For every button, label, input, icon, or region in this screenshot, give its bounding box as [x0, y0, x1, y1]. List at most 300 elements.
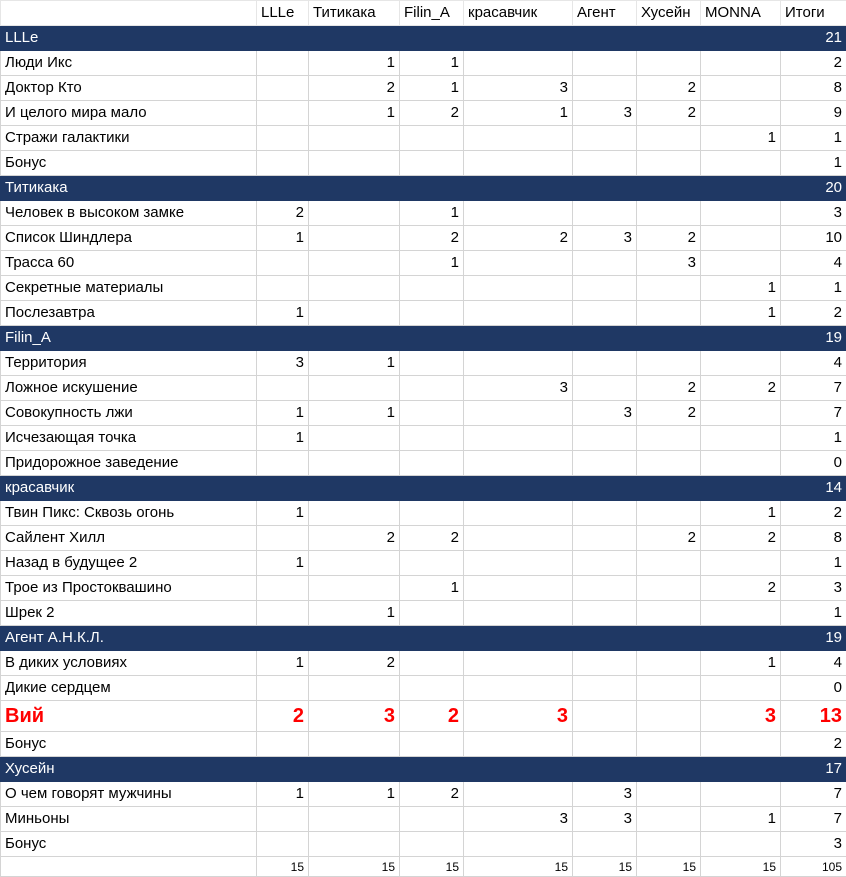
value-cell[interactable]: 3	[464, 701, 573, 732]
value-cell[interactable]	[573, 276, 637, 301]
row-label-cell[interactable]: О чем говорят мужчины	[1, 782, 257, 807]
total-cell[interactable]: 19	[781, 326, 846, 351]
value-cell[interactable]	[573, 526, 637, 551]
header-cell-titikaka[interactable]: Титикака	[309, 1, 400, 26]
value-cell[interactable]	[573, 626, 637, 651]
value-cell[interactable]: 1	[701, 807, 781, 832]
value-cell[interactable]	[637, 426, 701, 451]
value-cell[interactable]	[309, 757, 400, 782]
total-cell[interactable]: 9	[781, 101, 846, 126]
value-cell[interactable]	[309, 732, 400, 757]
row-label-cell[interactable]: Секретные материалы	[1, 276, 257, 301]
value-cell[interactable]	[464, 501, 573, 526]
value-cell[interactable]	[309, 501, 400, 526]
total-cell[interactable]: 13	[781, 701, 846, 732]
row-label-cell[interactable]: И целого мира мало	[1, 101, 257, 126]
value-cell[interactable]	[701, 426, 781, 451]
value-cell[interactable]	[400, 176, 464, 201]
value-cell[interactable]: 3	[701, 701, 781, 732]
value-cell[interactable]	[464, 426, 573, 451]
value-cell[interactable]	[464, 51, 573, 76]
total-cell[interactable]: 4	[781, 351, 846, 376]
value-cell[interactable]	[464, 251, 573, 276]
header-cell[interactable]	[1, 1, 257, 26]
value-cell[interactable]	[701, 251, 781, 276]
value-cell[interactable]: 3	[573, 101, 637, 126]
value-cell[interactable]	[701, 732, 781, 757]
value-cell[interactable]	[309, 151, 400, 176]
row-label-cell[interactable]: Бонус	[1, 151, 257, 176]
total-cell[interactable]: 2	[781, 501, 846, 526]
value-cell[interactable]	[464, 551, 573, 576]
value-cell[interactable]	[637, 501, 701, 526]
total-cell[interactable]: 1	[781, 126, 846, 151]
value-cell[interactable]	[464, 601, 573, 626]
value-cell[interactable]	[464, 351, 573, 376]
value-cell[interactable]: 3	[637, 251, 701, 276]
value-cell[interactable]	[464, 676, 573, 701]
value-cell[interactable]: 2	[400, 701, 464, 732]
value-cell[interactable]	[400, 626, 464, 651]
value-cell[interactable]	[573, 832, 637, 857]
value-cell[interactable]	[637, 701, 701, 732]
value-cell[interactable]	[701, 782, 781, 807]
value-cell[interactable]	[400, 276, 464, 301]
value-cell[interactable]	[701, 226, 781, 251]
value-cell[interactable]: 1	[257, 782, 309, 807]
value-cell[interactable]	[573, 732, 637, 757]
row-label-cell[interactable]: Хусейн	[1, 757, 257, 782]
value-cell[interactable]: 2	[637, 226, 701, 251]
value-cell[interactable]: 2	[257, 201, 309, 226]
value-cell[interactable]	[257, 832, 309, 857]
value-cell[interactable]	[637, 601, 701, 626]
value-cell[interactable]	[637, 126, 701, 151]
value-cell[interactable]	[701, 476, 781, 501]
value-cell[interactable]: 15	[573, 857, 637, 877]
value-cell[interactable]	[573, 76, 637, 101]
value-cell[interactable]: 1	[309, 101, 400, 126]
header-cell-monna[interactable]: MONNA	[701, 1, 781, 26]
value-cell[interactable]	[464, 276, 573, 301]
value-cell[interactable]	[257, 176, 309, 201]
value-cell[interactable]	[573, 676, 637, 701]
value-cell[interactable]	[400, 732, 464, 757]
value-cell[interactable]	[573, 351, 637, 376]
row-label-cell[interactable]: Список Шиндлера	[1, 226, 257, 251]
value-cell[interactable]	[257, 526, 309, 551]
value-cell[interactable]: 1	[309, 351, 400, 376]
value-cell[interactable]	[464, 26, 573, 51]
value-cell[interactable]	[309, 551, 400, 576]
value-cell[interactable]	[257, 732, 309, 757]
row-label-cell[interactable]: Придорожное заведение	[1, 451, 257, 476]
value-cell[interactable]	[309, 451, 400, 476]
total-cell[interactable]: 7	[781, 401, 846, 426]
value-cell[interactable]: 2	[257, 701, 309, 732]
value-cell[interactable]	[637, 326, 701, 351]
value-cell[interactable]	[464, 201, 573, 226]
row-label-cell[interactable]: LLLe	[1, 26, 257, 51]
value-cell[interactable]	[701, 26, 781, 51]
value-cell[interactable]	[464, 626, 573, 651]
value-cell[interactable]: 15	[400, 857, 464, 877]
value-cell[interactable]: 2	[637, 101, 701, 126]
value-cell[interactable]	[701, 201, 781, 226]
total-cell[interactable]: 0	[781, 676, 846, 701]
value-cell[interactable]	[573, 701, 637, 732]
value-cell[interactable]	[637, 301, 701, 326]
value-cell[interactable]	[309, 176, 400, 201]
total-cell[interactable]: 2	[781, 51, 846, 76]
value-cell[interactable]: 2	[637, 76, 701, 101]
value-cell[interactable]: 1	[400, 576, 464, 601]
row-label-cell[interactable]: Послезавтра	[1, 301, 257, 326]
value-cell[interactable]: 15	[257, 857, 309, 877]
value-cell[interactable]: 2	[701, 526, 781, 551]
total-cell[interactable]: 14	[781, 476, 846, 501]
total-cell[interactable]: 8	[781, 76, 846, 101]
value-cell[interactable]: 3	[464, 376, 573, 401]
header-cell-husein[interactable]: Хусейн	[637, 1, 701, 26]
value-cell[interactable]	[309, 426, 400, 451]
value-cell[interactable]	[400, 757, 464, 782]
value-cell[interactable]	[573, 501, 637, 526]
row-label-cell[interactable]: Назад в будущее 2	[1, 551, 257, 576]
value-cell[interactable]	[257, 76, 309, 101]
value-cell[interactable]	[464, 176, 573, 201]
value-cell[interactable]	[637, 51, 701, 76]
row-label-cell[interactable]: Человек в высоком замке	[1, 201, 257, 226]
value-cell[interactable]: 2	[637, 376, 701, 401]
value-cell[interactable]	[309, 226, 400, 251]
row-label-cell[interactable]: В диких условиях	[1, 651, 257, 676]
value-cell[interactable]	[400, 301, 464, 326]
value-cell[interactable]: 3	[309, 701, 400, 732]
total-cell[interactable]: 20	[781, 176, 846, 201]
row-label-cell[interactable]: Люди Икс	[1, 51, 257, 76]
value-cell[interactable]: 3	[573, 226, 637, 251]
value-cell[interactable]: 2	[400, 526, 464, 551]
total-cell[interactable]: 8	[781, 526, 846, 551]
value-cell[interactable]: 3	[464, 76, 573, 101]
value-cell[interactable]	[701, 101, 781, 126]
row-label-cell[interactable]: Твин Пикс: Сквозь огонь	[1, 501, 257, 526]
total-cell[interactable]: 1	[781, 276, 846, 301]
value-cell[interactable]	[400, 832, 464, 857]
value-cell[interactable]: 2	[309, 651, 400, 676]
value-cell[interactable]	[464, 151, 573, 176]
value-cell[interactable]	[637, 782, 701, 807]
value-cell[interactable]	[309, 676, 400, 701]
value-cell[interactable]	[309, 26, 400, 51]
row-label-cell[interactable]	[1, 857, 257, 877]
value-cell[interactable]: 1	[701, 651, 781, 676]
row-label-cell[interactable]: Территория	[1, 351, 257, 376]
value-cell[interactable]	[637, 732, 701, 757]
total-cell[interactable]: 4	[781, 651, 846, 676]
value-cell[interactable]	[309, 576, 400, 601]
value-cell[interactable]: 1	[400, 201, 464, 226]
value-cell[interactable]	[637, 576, 701, 601]
value-cell[interactable]	[573, 301, 637, 326]
value-cell[interactable]: 1	[701, 126, 781, 151]
row-label-cell[interactable]: Исчезающая точка	[1, 426, 257, 451]
value-cell[interactable]: 1	[257, 651, 309, 676]
total-cell[interactable]: 10	[781, 226, 846, 251]
value-cell[interactable]	[637, 201, 701, 226]
value-cell[interactable]: 2	[400, 782, 464, 807]
value-cell[interactable]: 1	[400, 76, 464, 101]
value-cell[interactable]: 2	[637, 401, 701, 426]
total-cell[interactable]: 7	[781, 807, 846, 832]
value-cell[interactable]	[573, 126, 637, 151]
row-label-cell[interactable]: Ложное искушение	[1, 376, 257, 401]
value-cell[interactable]	[257, 601, 309, 626]
value-cell[interactable]	[701, 832, 781, 857]
value-cell[interactable]	[464, 451, 573, 476]
value-cell[interactable]	[400, 551, 464, 576]
row-label-cell[interactable]: Бонус	[1, 832, 257, 857]
value-cell[interactable]	[637, 626, 701, 651]
value-cell[interactable]	[573, 476, 637, 501]
value-cell[interactable]	[309, 476, 400, 501]
header-cell-lllE[interactable]: LLLe	[257, 1, 309, 26]
value-cell[interactable]	[637, 451, 701, 476]
value-cell[interactable]	[573, 176, 637, 201]
value-cell[interactable]: 1	[701, 501, 781, 526]
value-cell[interactable]	[573, 51, 637, 76]
value-cell[interactable]	[573, 426, 637, 451]
value-cell[interactable]	[701, 76, 781, 101]
value-cell[interactable]: 2	[309, 76, 400, 101]
row-label-cell[interactable]: Дикие сердцем	[1, 676, 257, 701]
value-cell[interactable]: 1	[701, 301, 781, 326]
value-cell[interactable]: 1	[257, 401, 309, 426]
total-cell[interactable]: 17	[781, 757, 846, 782]
row-label-cell[interactable]: Миньоны	[1, 807, 257, 832]
value-cell[interactable]	[573, 251, 637, 276]
value-cell[interactable]	[400, 651, 464, 676]
value-cell[interactable]	[309, 807, 400, 832]
row-label-cell[interactable]: Шрек 2	[1, 601, 257, 626]
value-cell[interactable]	[400, 376, 464, 401]
value-cell[interactable]: 2	[400, 101, 464, 126]
value-cell[interactable]	[309, 832, 400, 857]
value-cell[interactable]	[400, 426, 464, 451]
value-cell[interactable]	[464, 526, 573, 551]
total-cell[interactable]: 1	[781, 426, 846, 451]
value-cell[interactable]	[701, 551, 781, 576]
value-cell[interactable]	[400, 676, 464, 701]
value-cell[interactable]: 2	[637, 526, 701, 551]
total-cell[interactable]: 0	[781, 451, 846, 476]
value-cell[interactable]: 2	[400, 226, 464, 251]
row-label-cell[interactable]: Совокупность лжи	[1, 401, 257, 426]
value-cell[interactable]: 1	[257, 301, 309, 326]
value-cell[interactable]: 2	[464, 226, 573, 251]
value-cell[interactable]	[400, 151, 464, 176]
value-cell[interactable]	[257, 276, 309, 301]
total-cell[interactable]: 1	[781, 551, 846, 576]
value-cell[interactable]	[257, 326, 309, 351]
total-cell[interactable]: 7	[781, 376, 846, 401]
value-cell[interactable]	[309, 251, 400, 276]
value-cell[interactable]: 1	[309, 601, 400, 626]
value-cell[interactable]	[400, 451, 464, 476]
total-cell[interactable]: 3	[781, 201, 846, 226]
value-cell[interactable]	[701, 757, 781, 782]
row-label-cell[interactable]: Бонус	[1, 732, 257, 757]
value-cell[interactable]: 1	[257, 501, 309, 526]
value-cell[interactable]	[701, 326, 781, 351]
row-label-cell[interactable]: Агент А.Н.К.Л.	[1, 626, 257, 651]
value-cell[interactable]	[701, 351, 781, 376]
value-cell[interactable]	[464, 476, 573, 501]
row-label-cell[interactable]: Трасса 60	[1, 251, 257, 276]
value-cell[interactable]	[257, 576, 309, 601]
value-cell[interactable]	[573, 651, 637, 676]
value-cell[interactable]: 1	[701, 276, 781, 301]
value-cell[interactable]: 15	[464, 857, 573, 877]
value-cell[interactable]	[637, 176, 701, 201]
value-cell[interactable]	[309, 276, 400, 301]
value-cell[interactable]	[637, 551, 701, 576]
value-cell[interactable]	[701, 51, 781, 76]
value-cell[interactable]	[573, 551, 637, 576]
value-cell[interactable]: 15	[309, 857, 400, 877]
value-cell[interactable]	[701, 601, 781, 626]
total-cell[interactable]: 3	[781, 576, 846, 601]
total-cell[interactable]: 1	[781, 601, 846, 626]
value-cell[interactable]	[464, 576, 573, 601]
value-cell[interactable]	[573, 601, 637, 626]
value-cell[interactable]	[637, 476, 701, 501]
value-cell[interactable]	[573, 757, 637, 782]
value-cell[interactable]	[257, 251, 309, 276]
value-cell[interactable]	[701, 451, 781, 476]
value-cell[interactable]	[637, 807, 701, 832]
value-cell[interactable]: 2	[309, 526, 400, 551]
value-cell[interactable]	[637, 151, 701, 176]
value-cell[interactable]	[400, 401, 464, 426]
value-cell[interactable]	[257, 51, 309, 76]
value-cell[interactable]	[400, 126, 464, 151]
value-cell[interactable]	[637, 651, 701, 676]
value-cell[interactable]: 1	[400, 51, 464, 76]
value-cell[interactable]: 1	[309, 401, 400, 426]
value-cell[interactable]	[464, 651, 573, 676]
value-cell[interactable]: 1	[257, 551, 309, 576]
value-cell[interactable]: 15	[701, 857, 781, 877]
value-cell[interactable]: 2	[701, 376, 781, 401]
row-label-cell[interactable]: Трое из Простоквашино	[1, 576, 257, 601]
value-cell[interactable]	[637, 351, 701, 376]
header-cell-filin[interactable]: Filin_A	[400, 1, 464, 26]
value-cell[interactable]	[573, 151, 637, 176]
value-cell[interactable]	[309, 301, 400, 326]
value-cell[interactable]	[309, 326, 400, 351]
value-cell[interactable]: 1	[257, 226, 309, 251]
row-label-cell[interactable]: Титикака	[1, 176, 257, 201]
value-cell[interactable]	[637, 757, 701, 782]
value-cell[interactable]	[400, 351, 464, 376]
value-cell[interactable]	[257, 451, 309, 476]
row-label-cell[interactable]: Доктор Кто	[1, 76, 257, 101]
value-cell[interactable]	[464, 782, 573, 807]
value-cell[interactable]	[257, 101, 309, 126]
row-label-cell[interactable]: Стражи галактики	[1, 126, 257, 151]
value-cell[interactable]	[257, 757, 309, 782]
value-cell[interactable]: 1	[309, 51, 400, 76]
header-cell-agent[interactable]: Агент	[573, 1, 637, 26]
value-cell[interactable]	[257, 26, 309, 51]
value-cell[interactable]	[464, 301, 573, 326]
value-cell[interactable]	[637, 832, 701, 857]
total-cell[interactable]: 105	[781, 857, 846, 877]
total-cell[interactable]: 21	[781, 26, 846, 51]
value-cell[interactable]: 1	[309, 782, 400, 807]
value-cell[interactable]	[573, 576, 637, 601]
value-cell[interactable]: 1	[400, 251, 464, 276]
value-cell[interactable]	[573, 376, 637, 401]
total-cell[interactable]: 19	[781, 626, 846, 651]
value-cell[interactable]	[400, 476, 464, 501]
header-cell-totals[interactable]: Итоги	[781, 1, 846, 26]
value-cell[interactable]	[400, 601, 464, 626]
total-cell[interactable]: 1	[781, 151, 846, 176]
value-cell[interactable]	[464, 832, 573, 857]
value-cell[interactable]	[400, 26, 464, 51]
value-cell[interactable]	[464, 732, 573, 757]
value-cell[interactable]	[701, 151, 781, 176]
value-cell[interactable]: 2	[701, 576, 781, 601]
value-cell[interactable]	[464, 326, 573, 351]
value-cell[interactable]	[464, 126, 573, 151]
value-cell[interactable]	[573, 26, 637, 51]
value-cell[interactable]	[464, 401, 573, 426]
value-cell[interactable]	[464, 757, 573, 782]
value-cell[interactable]	[701, 176, 781, 201]
header-cell-krasavchik[interactable]: красавчик	[464, 1, 573, 26]
value-cell[interactable]: 3	[464, 807, 573, 832]
value-cell[interactable]	[400, 807, 464, 832]
value-cell[interactable]	[257, 151, 309, 176]
value-cell[interactable]	[309, 626, 400, 651]
value-cell[interactable]: 3	[573, 401, 637, 426]
value-cell[interactable]: 15	[637, 857, 701, 877]
value-cell[interactable]: 3	[573, 782, 637, 807]
value-cell[interactable]: 3	[573, 807, 637, 832]
row-label-cell[interactable]: Filin_A	[1, 326, 257, 351]
value-cell[interactable]	[400, 326, 464, 351]
total-cell[interactable]: 7	[781, 782, 846, 807]
value-cell[interactable]	[257, 476, 309, 501]
total-cell[interactable]: 3	[781, 832, 846, 857]
row-label-cell[interactable]: Сайлент Хилл	[1, 526, 257, 551]
total-cell[interactable]: 2	[781, 732, 846, 757]
row-label-cell[interactable]: красавчик	[1, 476, 257, 501]
value-cell[interactable]	[573, 326, 637, 351]
value-cell[interactable]	[257, 126, 309, 151]
value-cell[interactable]	[309, 376, 400, 401]
value-cell[interactable]	[573, 201, 637, 226]
value-cell[interactable]: 1	[464, 101, 573, 126]
value-cell[interactable]	[573, 451, 637, 476]
value-cell[interactable]	[701, 401, 781, 426]
total-cell[interactable]: 2	[781, 301, 846, 326]
value-cell[interactable]	[637, 276, 701, 301]
